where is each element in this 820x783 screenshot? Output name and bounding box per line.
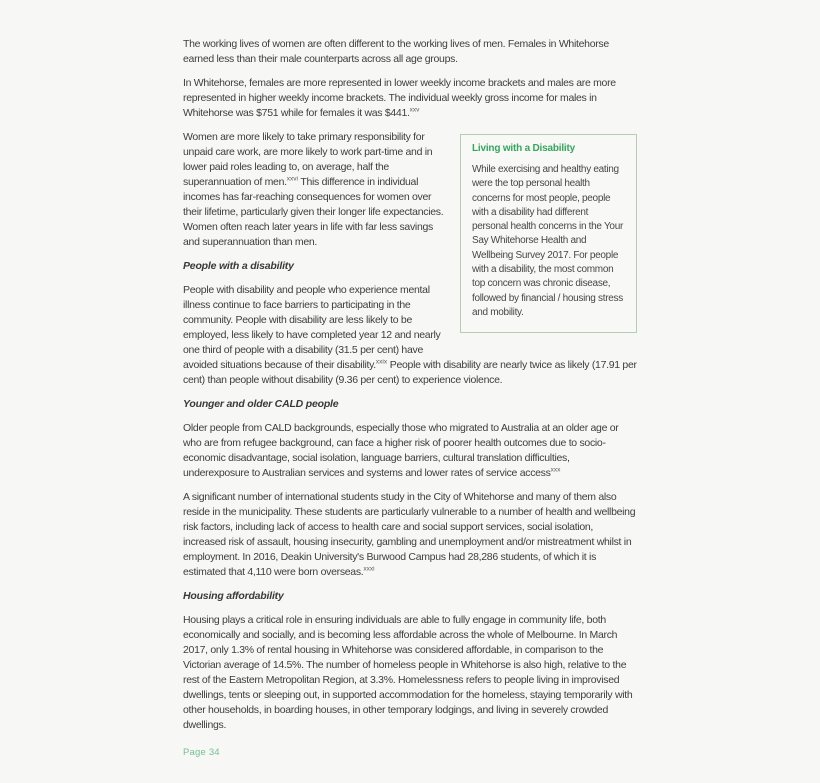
citation-xxv: xxv — [409, 106, 420, 114]
heading-people-with-disability: People with a disability — [183, 260, 294, 272]
callout-body: While exercising and healthy eating were the top personal health concerns for most people, people with a disability had different personal health concerns in the Your Say Whitehorse Health and Wellbeing Survey 2017. For people with a disability, the most common top concern was chronic disease, followed by financial / housing stress and mobility. — [472, 164, 623, 318]
paragraph-working-lives: The working lives of women are often different to the working lives of men. Females in Whitehorse earned less than their male counterparts across all age groups. — [183, 38, 609, 65]
paragraph-cald-older-text: Older people from CALD backgrounds, especially those who migrated to Australia at an older age or who are from refugee background, can face a higher risk of poorer health outcomes due to socio-economic disadvantage, social isolation, language barriers, cultural translation difficulties, underexposure to Australian services and systems and lower rates of service access — [183, 422, 619, 479]
paragraph-income-text: In Whitehorse, females are more represented in lower weekly income brackets and males are more represented in higher weekly income brackets. The individual weekly gross income for males in Whitehorse was $751 while for females it was $441. — [183, 77, 616, 119]
paragraph-income — [183, 76, 637, 121]
citation-xxxi: xxxi — [363, 565, 375, 573]
paragraph-disability-text-cont: People with disability are nearly twice as likely (17.91 per cent) than people without disability (9.36 per cent) to experience violence. — [183, 359, 637, 386]
paragraph-women-care-text: Women are more likely to take primary responsibility for unpaid care work, are more likely to work part-time and in lower paid roles leading to, on average, half the superannuation of men. — [183, 131, 433, 188]
citation-xxx: xxx — [550, 466, 561, 474]
paragraph-disability-text: People with disability and people who experience mental illness continue to face barriers to participating in the community. People with disability are less likely to be employed, less likely to have completed year 12 and nearly one third of people with a disability (31.5 per cent) have avoided situations because of their disability. — [183, 284, 441, 371]
heading-housing-affordability: Housing affordability — [183, 590, 284, 602]
page-number: Page 34 — [183, 747, 220, 758]
paragraph-international-students — [183, 490, 637, 580]
paragraph-housing: Housing plays a critical role in ensuring individuals are able to fully engage in community life, both economically and socially, and is becoming less affordable across the whole of Melbourne. In March 2017, only 1.3% of rental housing in Whitehorse was considered affordable, in comparison to the Victorian average of 14.5%. The number of homeless people in Whitehorse is also high, relative to the rest of the Eastern Metropolitan Region, at 3.3%. Homelessness refers to people living in improvised dwellings, tents or sleeping out, in supported accommodation for the homeless, staying temporarily with other households, in boarding houses, in other temporary lodgings, and living in severely crowded dwellings. — [183, 614, 633, 731]
disability-callout-box — [460, 134, 637, 333]
page-content — [183, 0, 637, 758]
paragraph-women-care-text-cont: This difference in individual incomes has far-reaching consequences for women over their lifetime, particularly given their longer life expectancies. Women often reach later years in life with far less savings and superannuation than men. — [183, 176, 444, 248]
citation-xxix: xxix — [375, 358, 388, 366]
heading-cald-people: Younger and older CALD people — [183, 398, 339, 410]
paragraph-cald-older — [183, 421, 637, 481]
citation-xxvi: xxvi — [286, 175, 298, 183]
paragraph-international-students-text: A significant number of international students study in the City of Whitehorse and many of them also reside in the municipality. These students are particularly vulnerable to a number of health and wellbeing risk factors, including lack of access to health care and social support services, social isolation, increased risk of assault, housing insecurity, gambling and unemployment and/or mistreatment whilst in employment. In 2016, Deakin University's Burwood Campus had 28,286 students, of which it is estimated that 4,110 were born overseas. — [183, 491, 636, 578]
callout-title: Living with a Disability — [472, 143, 575, 154]
